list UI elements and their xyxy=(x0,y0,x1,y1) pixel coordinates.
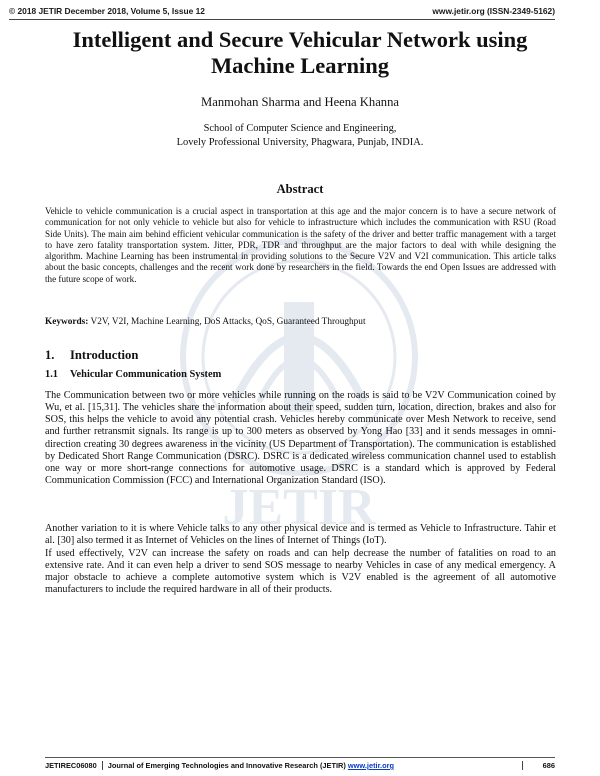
page-number: 686 xyxy=(522,761,555,770)
affiliation-line-2: Lovely Professional University, Phagwara, Punjab, INDIA. xyxy=(176,137,424,148)
subsection-title: Vehicular Communication System xyxy=(70,369,222,380)
paper-title: Intelligent and Secure Vehicular Network using Machine Learning xyxy=(72,27,528,78)
footer-journal-name: Journal of Emerging Technologies and Innovative Research (JETIR) xyxy=(107,761,348,770)
footer-url-link[interactable]: www.jetir.org xyxy=(347,761,395,770)
abstract-heading: Abstract xyxy=(276,182,324,196)
footer-journal xyxy=(102,761,522,770)
watermark-text: JETIR xyxy=(222,479,376,536)
section-heading xyxy=(45,348,138,363)
footer-rule xyxy=(45,757,555,758)
body-paragraph-2: Another variation to it is where Vehicle talks to any other physical device and is termed as Vehicle to Infrastructure. Tahir et al. [30] also termed it as Internet of Vehicles on the lines of Internet of Things (IoT). xyxy=(45,523,556,547)
section-number: 1. xyxy=(45,348,55,362)
affiliation xyxy=(0,122,600,150)
author-names: Manmohan Sharma and Heena Khanna xyxy=(201,95,399,109)
header-rule xyxy=(9,19,555,20)
subsection-heading xyxy=(45,369,221,380)
keywords-label: Keywords: xyxy=(45,317,89,327)
body-paragraph-1: The Communication between two or more vehicles while running on the roads is said to be V2V Communication coined by Wu, et al. [15,31]. The vehicles share the information about their speed, sudden turn, location, direction, brakes and also for SOS, this helps the vehicle to avoid any potential crash. Vehicles hereby communicate over Mesh Network to receive, send and further retransmit signals. Its range is up to 300 meters as observed by Yong Hao [33] and it sends messages in omni-direction creating 30 degrees awareness in the vicinity (US Department of Transportation). The communication is established by Dedicated Short Range Communication (DSRC). DSRC is a dedicated wireless communication channel used to establish one way or more short-range connections for automotive usage. DSRC is a standard which is approved by Federal Communication Commission (FCC) and International Organization Standard (ISO). xyxy=(45,390,556,487)
body-paragraph-3: If used effectively, V2V can increase the safety on roads and can help decrease the number of fatalities on road to an extensive rate. And it can even help a driver to send SOS message to nearby Vehicles in case of any medical emergency. A major obstacle to achieve a complete automotive system which is V2V enabled is the agreement of all automotive manufacturers to include the required hardware in all of their products. xyxy=(45,548,556,596)
keywords-line xyxy=(45,317,556,327)
footer-paper-id: JETIREC06080 xyxy=(45,761,97,770)
running-header xyxy=(9,6,555,16)
subsection-number: 1.1 xyxy=(45,369,58,380)
affiliation-line-1: School of Computer Science and Engineering, xyxy=(203,123,397,134)
header-left: © 2018 JETIR December 2018, Volume 5, Issue 12 xyxy=(9,6,205,16)
header-right: www.jetir.org (ISSN-2349-5162) xyxy=(432,6,555,16)
abstract-text: Vehicle to vehicle communication is a crucial aspect in transportation at this age and the major concern is to have a secure network of communication for not only vehicle to vehicle but also for vehicle to infrastructure which includes the communication with RSU (Road Side Units). The main aim behind efficient vehicular communication is the safety of the driver and better traffic management with a target to have zero fatality transportation system. Jitter, PDR, TDR and throughput are the major factors to deal with while designing the algorithm. Machine Learning has been instrumental in providing solutions to the Secure V2V and V2I communication. This article talks about the basic concepts, challenges and the recent work done by researchers in the field. Towards the end Open Issues are addressed with the future scope of work. xyxy=(45,206,556,284)
section-title: Introduction xyxy=(70,348,139,362)
page-footer xyxy=(45,761,555,770)
keywords-text: V2V, V2I, Machine Learning, DoS Attacks, QoS, Guaranteed Throughput xyxy=(88,317,366,327)
